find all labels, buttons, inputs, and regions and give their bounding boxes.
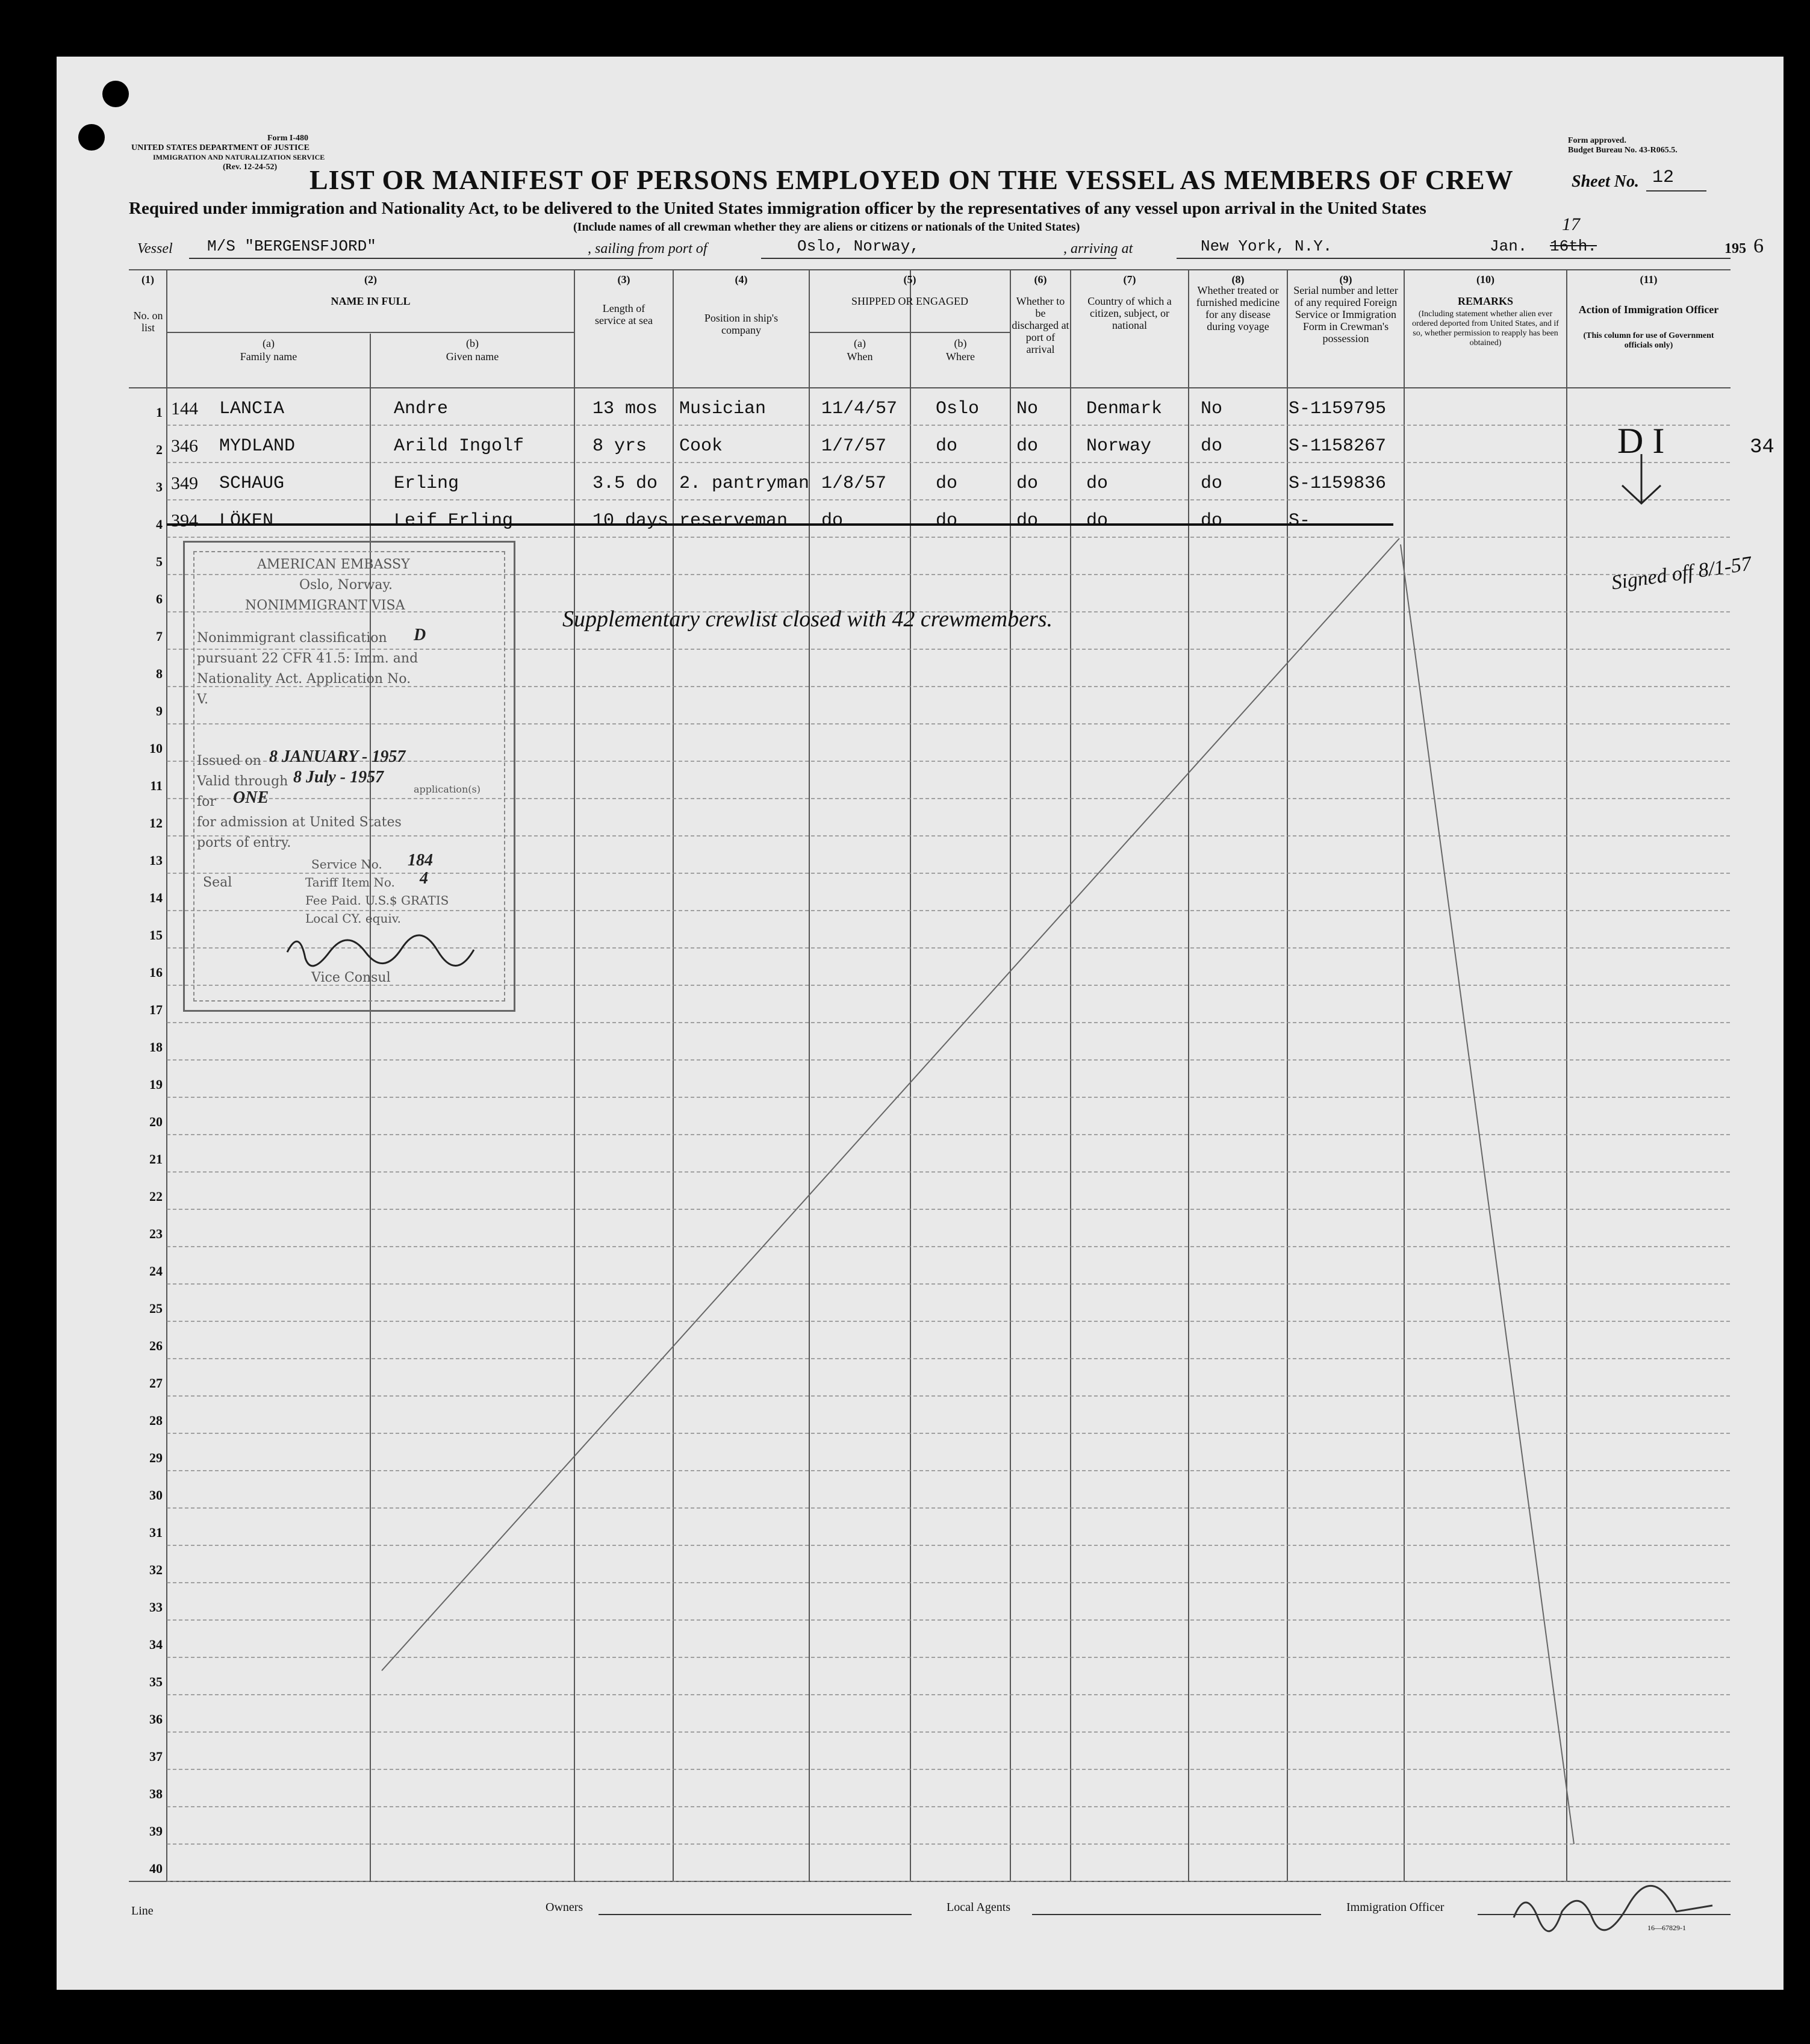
- row-number: 10: [149, 741, 163, 756]
- row-number: 28: [149, 1413, 163, 1428]
- crew-country: do: [1086, 511, 1109, 531]
- col-6-number: (6): [1034, 273, 1047, 285]
- crew-position: Cook: [679, 436, 723, 456]
- row-number: 40: [149, 1861, 163, 1876]
- col-7-number: (7): [1123, 273, 1136, 285]
- footer-owners-label: Owners: [546, 1901, 583, 1914]
- stamp-service-label: Service No.: [311, 857, 382, 871]
- crew-given: Andre: [394, 399, 449, 419]
- action-mark: D I: [1617, 421, 1665, 461]
- row-number: 15: [149, 927, 163, 943]
- col-2b-label: Given name: [446, 351, 499, 363]
- form-number: Form I-480: [267, 134, 309, 143]
- footer-officer-label: Immigration Officer: [1346, 1901, 1445, 1914]
- row-number: 8: [156, 666, 163, 681]
- row-number: 21: [149, 1151, 163, 1167]
- stamp-visa-type: NONIMMIGRANT VISA: [245, 598, 405, 613]
- crew-length: 3.5 do: [592, 473, 658, 494]
- stamp-classification-label: Nonimmigrant classification: [197, 631, 387, 646]
- col-11-number: (11): [1640, 273, 1658, 285]
- stamp-issued-label: Issued on: [197, 753, 261, 768]
- col-2-number: (2): [364, 273, 377, 285]
- crew-where: Oslo: [936, 399, 980, 419]
- crew-given: Leif Erling: [394, 511, 514, 531]
- row-number: 16: [149, 965, 163, 980]
- crew-where: do: [936, 473, 958, 494]
- crew-position: 2. pantryman: [679, 473, 810, 494]
- stamp-local-equiv: Local CY. equiv.: [305, 911, 402, 926]
- crew-where: do: [936, 511, 958, 531]
- row-number: 33: [149, 1600, 163, 1615]
- action-count: 34: [1750, 436, 1774, 459]
- row-number: 5: [156, 554, 163, 569]
- sheet-number: 12: [1652, 167, 1675, 188]
- row-number: 19: [149, 1077, 163, 1092]
- col-4-number: (4): [735, 273, 748, 285]
- signed-off-note: Signed off 8/1-57: [1610, 552, 1753, 594]
- row-number: 6: [156, 591, 163, 606]
- col-9-label: Serial number and letter of any required Foreign Service or Immigration Form in Crewman's possession: [1293, 284, 1398, 344]
- row-number: 9: [156, 703, 163, 718]
- stamp-applications: application(s): [414, 784, 480, 795]
- crew-prefix: 394: [171, 511, 198, 531]
- col-10-label: REMARKS: [1457, 295, 1513, 307]
- visa-stamp: [183, 541, 515, 1012]
- row-number: 11: [150, 778, 163, 793]
- crew-when: 1/8/57: [821, 473, 887, 494]
- row-number: 20: [149, 1114, 163, 1129]
- department: UNITED STATES DEPARTMENT OF JUSTICE: [131, 143, 309, 152]
- required-statement: Required under immigration and Nationality Act, to be delivered to the United States immigration officer by the representatives of any vessel upon arrival in the United States: [129, 199, 1426, 218]
- arrival-day-corrected: 17: [1562, 214, 1580, 234]
- form-approved: Form approved.: [1568, 136, 1626, 145]
- stamp-classification-value: D: [414, 626, 426, 644]
- revision: (Rev. 12-24-52): [223, 163, 278, 172]
- col-9-number: (9): [1339, 273, 1352, 285]
- year-prefix: 195: [1724, 241, 1746, 257]
- crew-family: SCHAUG: [219, 473, 285, 494]
- row-number: 13: [149, 853, 163, 868]
- row-number: 29: [149, 1450, 163, 1465]
- row-number: 17: [149, 1002, 163, 1017]
- row-number: 39: [149, 1824, 163, 1839]
- crew-length: 10 days: [592, 511, 669, 531]
- row-number: 30: [149, 1488, 163, 1503]
- col-2-label: NAME IN FULL: [331, 295, 411, 307]
- footer-line-label: Line: [131, 1904, 154, 1918]
- crew-family: LÖKEN: [219, 511, 274, 531]
- row-number: 1: [156, 405, 163, 420]
- service-name: IMMIGRATION AND NATURALIZATION SERVICE: [153, 153, 325, 161]
- col-6-label: Whether to be discharged at port of arrival: [1012, 295, 1069, 355]
- col-3-number: (3): [617, 273, 630, 285]
- arriving-label: , arriving at: [1063, 241, 1133, 257]
- row-number: 25: [149, 1301, 163, 1316]
- stamp-vice-consul: Vice Consul: [311, 970, 391, 985]
- arrival-port: New York, N.Y.: [1201, 237, 1333, 255]
- stamp-tariff-label: Tariff Item No.: [305, 875, 395, 890]
- crew-country: do: [1086, 473, 1109, 494]
- crew-prefix: 144: [171, 399, 198, 419]
- crew-when: 11/4/57: [821, 399, 898, 419]
- row-number: 3: [156, 479, 163, 494]
- row-number: 18: [149, 1039, 163, 1055]
- page-title: LIST OR MANIFEST OF PERSONS EMPLOYED ON THE VESSEL AS MEMBERS OF CREW: [309, 164, 1514, 195]
- col-5-number: (5): [903, 273, 916, 285]
- vessel-label: Vessel: [137, 241, 173, 257]
- col-8-number: (8): [1231, 273, 1245, 285]
- crew-family: MYDLAND: [219, 436, 296, 456]
- stamp-tariff-value: 4: [420, 869, 428, 888]
- crew-treated: do: [1201, 473, 1223, 494]
- year-suffix: 6: [1753, 235, 1764, 257]
- col-10-note: (Including statement whether alien ever ordered deported from United States, and if so, whether permission to reapply has been obtained): [1412, 310, 1559, 347]
- crew-discharged: do: [1016, 436, 1039, 456]
- stamp-for-value: ONE: [233, 788, 269, 807]
- col-11-label: Action of Immigration Officer: [1578, 304, 1719, 316]
- arrival-day-struck: 16th.: [1550, 237, 1597, 255]
- supplementary-note: Supplementary crewlist closed with 42 crewmembers.: [562, 606, 1053, 632]
- departure-port: Oslo, Norway,: [797, 237, 919, 255]
- crew-given: Erling: [394, 473, 459, 494]
- col-7-label: Country of which a citizen, subject, or national: [1087, 295, 1172, 331]
- include-statement: (Include names of all crewman whether they are aliens or citizens or nationals of the United States): [573, 220, 1080, 234]
- crew-treated: do: [1201, 511, 1223, 531]
- row-number: 14: [149, 890, 163, 905]
- crew-length: 13 mos: [592, 399, 658, 419]
- crew-serial: S-: [1289, 511, 1311, 531]
- crew-discharged: do: [1016, 511, 1039, 531]
- crew-treated: No: [1201, 399, 1223, 419]
- stamp-v: V.: [197, 692, 209, 707]
- stamp-act: Nationality Act. Application No.: [197, 671, 411, 687]
- stamp-ports: ports of entry.: [197, 835, 291, 850]
- crew-serial: S-1159795: [1289, 399, 1387, 419]
- col-1-number: (1): [142, 273, 154, 285]
- col-5-label: SHIPPED OR ENGAGED: [851, 295, 968, 307]
- stamp-valid-label: Valid through: [197, 774, 288, 789]
- row-number: 22: [149, 1189, 163, 1204]
- row-number: 12: [149, 815, 163, 830]
- crew-position: reserveman: [679, 511, 788, 531]
- crew-discharged: do: [1016, 473, 1039, 494]
- col-2a-number: (a): [263, 337, 275, 349]
- crew-given: Arild Ingolf: [394, 436, 524, 456]
- row-number: 2: [156, 442, 163, 457]
- col-5a-label: When: [847, 351, 873, 363]
- col-10-number: (10): [1476, 273, 1494, 285]
- col-5b-label: Where: [946, 351, 975, 363]
- arrival-month: Jan.: [1490, 237, 1528, 255]
- stamp-seal: Seal: [203, 875, 232, 890]
- form-code: 16—67829-1: [1647, 1924, 1686, 1932]
- crew-serial: S-1159836: [1289, 473, 1387, 494]
- stamp-issued-value: 8 JANUARY - 1957: [269, 747, 406, 766]
- row-number: 24: [149, 1263, 163, 1279]
- row-number: 26: [149, 1338, 163, 1353]
- row-number: 38: [149, 1786, 163, 1801]
- sheet-label: Sheet No.: [1572, 172, 1639, 191]
- row-number: 37: [149, 1749, 163, 1764]
- row-number: 7: [156, 629, 163, 644]
- stamp-admission: for admission at United States: [197, 815, 402, 830]
- row-number: 31: [149, 1525, 163, 1540]
- sailing-label: , sailing from port of: [588, 241, 708, 257]
- crew-discharged: No: [1016, 399, 1039, 419]
- row-number: 32: [149, 1562, 163, 1577]
- manifest-sheet: [57, 57, 1784, 1990]
- crew-when: do: [821, 511, 844, 531]
- crew-prefix: 346: [171, 436, 198, 456]
- crew-position: Musician: [679, 399, 767, 419]
- col-1-label: No. on list: [133, 310, 163, 334]
- crew-when: 1/7/57: [821, 436, 887, 456]
- stamp-service-value: 184: [408, 851, 433, 870]
- crew-country: Norway: [1086, 436, 1152, 456]
- footer-agents-label: Local Agents: [947, 1901, 1011, 1914]
- crew-family: LANCIA: [219, 399, 285, 419]
- stamp-fee: Fee Paid. U.S.$ GRATIS: [305, 893, 449, 908]
- stamp-city: Oslo, Norway.: [299, 578, 393, 593]
- row-number: 23: [149, 1226, 163, 1241]
- stamp-consul-signature: [281, 928, 486, 970]
- vessel-name: M/S "BERGENSFJORD": [207, 237, 376, 255]
- row-number: 4: [156, 517, 163, 532]
- row-number: 35: [149, 1674, 163, 1689]
- col-5a-number: (a): [854, 337, 866, 349]
- row-number: 27: [149, 1376, 163, 1391]
- stamp-pursuant: pursuant 22 CFR 41.5: Imm. and: [197, 651, 418, 666]
- row-number: 36: [149, 1712, 163, 1727]
- col-11-note: (This column for use of Government officials only): [1583, 331, 1714, 350]
- stamp-embassy: AMERICAN EMBASSY: [257, 557, 410, 572]
- crew-serial: S-1158267: [1289, 436, 1387, 456]
- col-2b-number: (b): [466, 337, 479, 349]
- col-8-label: Whether treated or furnished medicine for any disease during voyage: [1196, 284, 1280, 332]
- crew-length: 8 yrs: [592, 436, 647, 456]
- stamp-valid-value: 8 July - 1957: [293, 768, 384, 787]
- col-5b-number: (b): [954, 337, 967, 349]
- col-2a-label: Family name: [240, 351, 297, 363]
- crew-prefix: 349: [171, 473, 198, 493]
- col-4-label: Position in ship's company: [704, 312, 779, 336]
- budget-bureau: Budget Bureau No. 43-R065.5.: [1568, 146, 1678, 155]
- stamp-for-label: for: [197, 794, 216, 809]
- crew-country: Denmark: [1086, 399, 1163, 419]
- crew-where: do: [936, 436, 958, 456]
- col-3-label: Length of service at sea: [595, 302, 653, 326]
- row-number: 34: [149, 1637, 163, 1652]
- crew-treated: do: [1201, 436, 1223, 456]
